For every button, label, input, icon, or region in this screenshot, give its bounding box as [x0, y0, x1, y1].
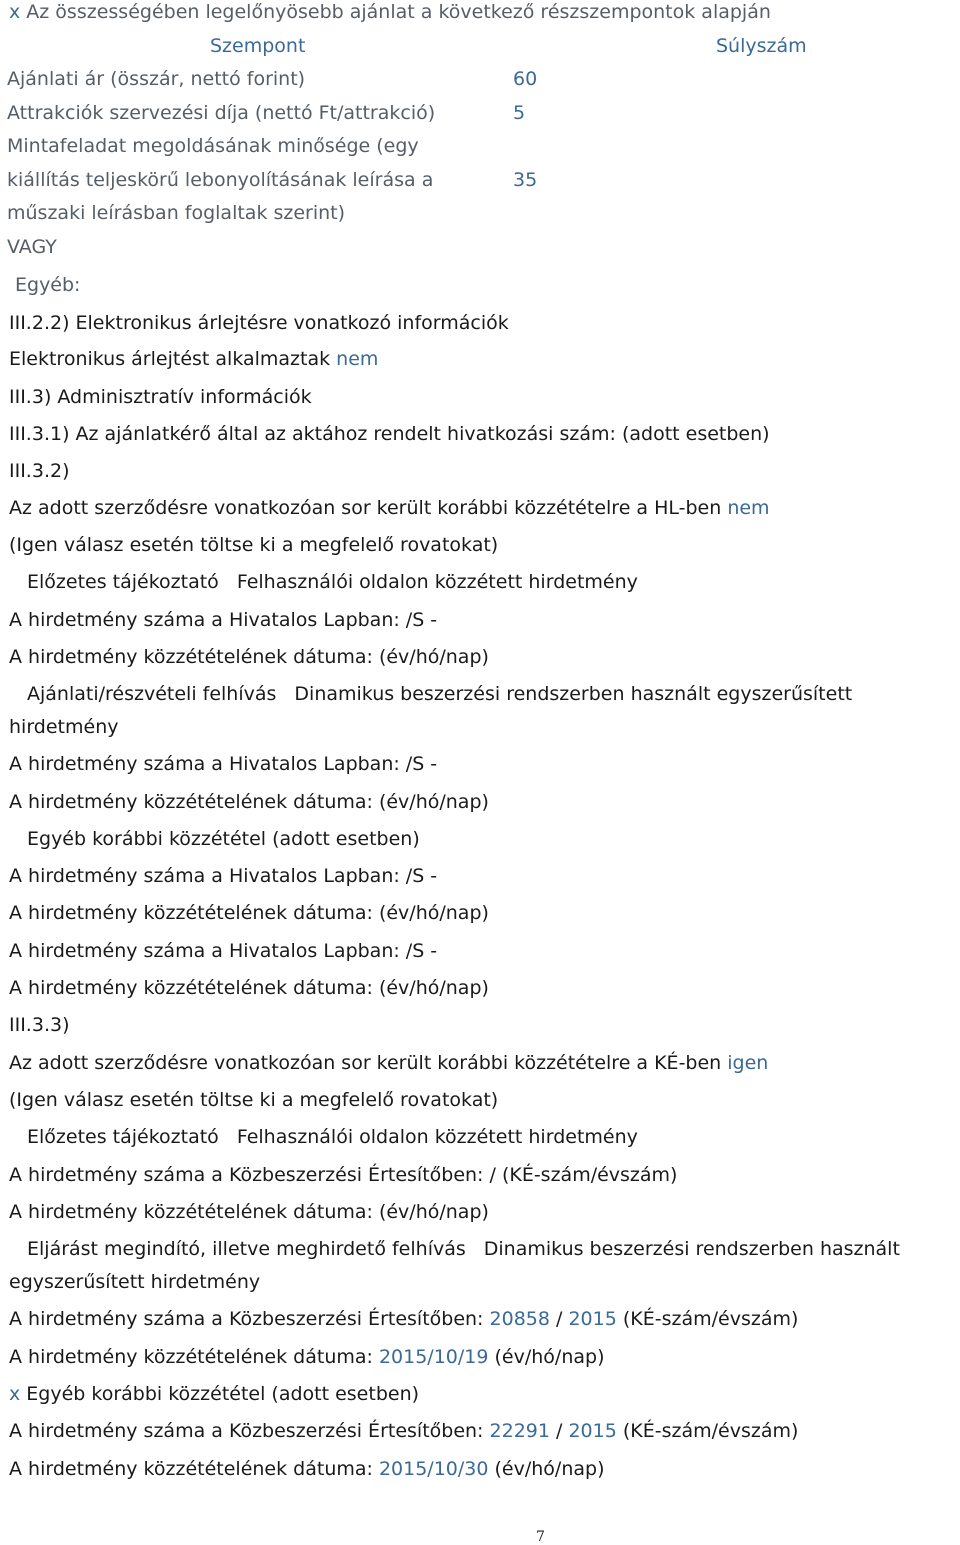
ke-date-suffix-2: (év/hó/nap) — [488, 1458, 605, 1480]
oj-number-2: A hirdetmény száma a Hivatalos Lapban: /S - — [9, 753, 438, 775]
ke-date-value-2: 2015/10/30 — [378, 1458, 489, 1480]
ke-slash-2: / — [549, 1420, 569, 1442]
criterion-weight-3: 35 — [513, 169, 538, 191]
pub-date-3: A hirdetmény közzétételének dátuma: (év/hó/nap) — [9, 902, 489, 924]
prior-info-label-2: Előzetes tájékoztató — [27, 1126, 219, 1148]
auction-line — [9, 347, 378, 371]
dps-label-1: Dinamikus beszerzési rendszerben használt egyszerűsített — [294, 683, 853, 705]
dps-label-2-cont: egyszerűsített hirdetmény — [9, 1271, 261, 1293]
oj-number-1: A hirdetmény száma a Hivatalos Lapban: /S - — [9, 609, 438, 631]
dps-label-2: Dinamikus beszerzési rendszerben használt — [483, 1238, 900, 1260]
fill-instruction-1: (Igen válasz esetén töltse ki a megfelelő rovatokat) — [9, 534, 499, 556]
criterion-weight-2: 5 — [513, 102, 526, 124]
criteria-header-weight: Súlyszám — [716, 35, 807, 57]
call-line-2 — [9, 1237, 900, 1261]
prior-info-line-2 — [9, 1125, 638, 1149]
ke-suffix-2: (KÉ-szám/évszám) — [616, 1420, 799, 1442]
dps-label-1-cont: hirdetmény — [9, 716, 119, 738]
criterion-row-1: Ajánlati ár (összár, nettó forint) — [7, 68, 306, 90]
call-label-2: Eljárást megindító, illetve meghirdető felhívás — [27, 1238, 466, 1260]
checkbox-mark-2: x — [9, 1383, 21, 1405]
auction-value: nem — [336, 348, 379, 370]
ke-number-value-2: 22291 — [489, 1420, 550, 1442]
section-iii-3-3: III.3.3) — [9, 1014, 70, 1036]
ke-publication-line — [9, 1051, 768, 1075]
criteria-other: Egyéb: — [15, 274, 81, 296]
pub-date-1: A hirdetmény közzétételének dátuma: (év/hó/nap) — [9, 646, 489, 668]
ke-suffix: (KÉ-szám/évszám) — [616, 1308, 799, 1330]
ke-date-value: 2015/10/19 — [378, 1346, 489, 1368]
checkbox-mark: x — [9, 1, 21, 23]
pub-date-5: A hirdetmény közzétételének dátuma: (év/hó/nap) — [9, 1201, 489, 1223]
other-pub-line-2 — [9, 1382, 419, 1406]
other-pub-label-2: Egyéb korábbi közzététel (adott esetben) — [20, 1383, 420, 1405]
auction-label: Elektronikus árlejtést alkalmaztak — [9, 348, 337, 370]
section-iii-2-2-title: III.2.2) Elektronikus árlejtésre vonatkozó információk — [9, 312, 509, 334]
oj-number-3: A hirdetmény száma a Hivatalos Lapban: /S - — [9, 865, 438, 887]
prior-info-label: Előzetes tájékoztató — [27, 571, 219, 593]
pub-date-2: A hirdetmény közzétételének dátuma: (év/hó/nap) — [9, 791, 489, 813]
ke-date-suffix: (év/hó/nap) — [488, 1346, 605, 1368]
section-iii-3-1: III.3.1) Az ajánlatkérő által az aktához rendelt hivatkozási szám: (adott esetben) — [9, 423, 770, 445]
call-line-1 — [9, 682, 852, 706]
criterion-row-3-line-3: műszaki leírásban foglaltak szerint) — [7, 202, 346, 224]
award-criterion-text: Az összességében legelőnyösebb ajánlat a következő részszempontok alapján — [26, 1, 771, 23]
ke-year-value: 2015 — [568, 1308, 617, 1330]
pub-date-4: A hirdetmény közzétételének dátuma: (év/hó/nap) — [9, 977, 489, 999]
criteria-header-criterion: Szempont — [210, 35, 306, 57]
ke-date-prefix-2: A hirdetmény közzétételének dátuma: — [9, 1458, 379, 1480]
ke-number-empty: A hirdetmény száma a Közbeszerzési Értesítőben: / (KÉ-szám/évszám) — [9, 1164, 678, 1186]
ke-year-value-2: 2015 — [568, 1420, 617, 1442]
ke-number-prefix: A hirdetmény száma a Közbeszerzési Értesítőben: — [9, 1308, 490, 1330]
ke-number-1 — [9, 1307, 798, 1331]
page-number: 7 — [536, 1529, 545, 1545]
ke-number-2 — [9, 1419, 798, 1443]
criterion-weight-1: 60 — [513, 68, 538, 90]
buyer-profile-label: Felhasználói oldalon közzétett hirdetmény — [236, 571, 638, 593]
criterion-row-3-line-2: kiállítás teljeskörű lebonyolításának leírása a — [7, 169, 434, 191]
hl-answer: nem — [727, 497, 770, 519]
ke-question: Az adott szerződésre vonatkozóan sor került korábbi közzétételre a KÉ-ben — [9, 1052, 728, 1074]
ke-answer: igen — [727, 1052, 769, 1074]
call-label-1: Ajánlati/részvételi felhívás — [27, 683, 277, 705]
buyer-profile-label-2: Felhasználói oldalon közzétett hirdetmény — [236, 1126, 638, 1148]
fill-instruction-2: (Igen válasz esetén töltse ki a megfelelő rovatokat) — [9, 1089, 499, 1111]
hl-publication-line — [9, 496, 770, 520]
criterion-row-2: Attrakciók szervezési díja (nettó Ft/attrakció) — [7, 102, 436, 124]
ke-date-1 — [9, 1345, 604, 1369]
hl-question: Az adott szerződésre vonatkozóan sor került korábbi közzétételre a HL-ben — [9, 497, 728, 519]
ke-number-prefix-2: A hirdetmény száma a Közbeszerzési Értesítőben: — [9, 1420, 490, 1442]
award-criterion-line — [9, 0, 771, 24]
oj-number-4: A hirdetmény száma a Hivatalos Lapban: /S - — [9, 940, 438, 962]
criterion-row-3-line-1: Mintafeladat megoldásának minősége (egy — [7, 135, 419, 157]
ke-number-value: 20858 — [489, 1308, 550, 1330]
criteria-or: VAGY — [7, 236, 57, 258]
other-pub-line-1 — [9, 827, 420, 851]
ke-slash: / — [549, 1308, 569, 1330]
section-iii-3-title: III.3) Adminisztratív információk — [9, 386, 312, 408]
ke-date-prefix: A hirdetmény közzétételének dátuma: — [9, 1346, 379, 1368]
ke-date-2 — [9, 1457, 604, 1481]
other-pub-label-1: Egyéb korábbi közzététel (adott esetben) — [27, 828, 420, 850]
prior-info-line-1 — [9, 570, 638, 594]
section-iii-3-2: III.3.2) — [9, 460, 70, 482]
